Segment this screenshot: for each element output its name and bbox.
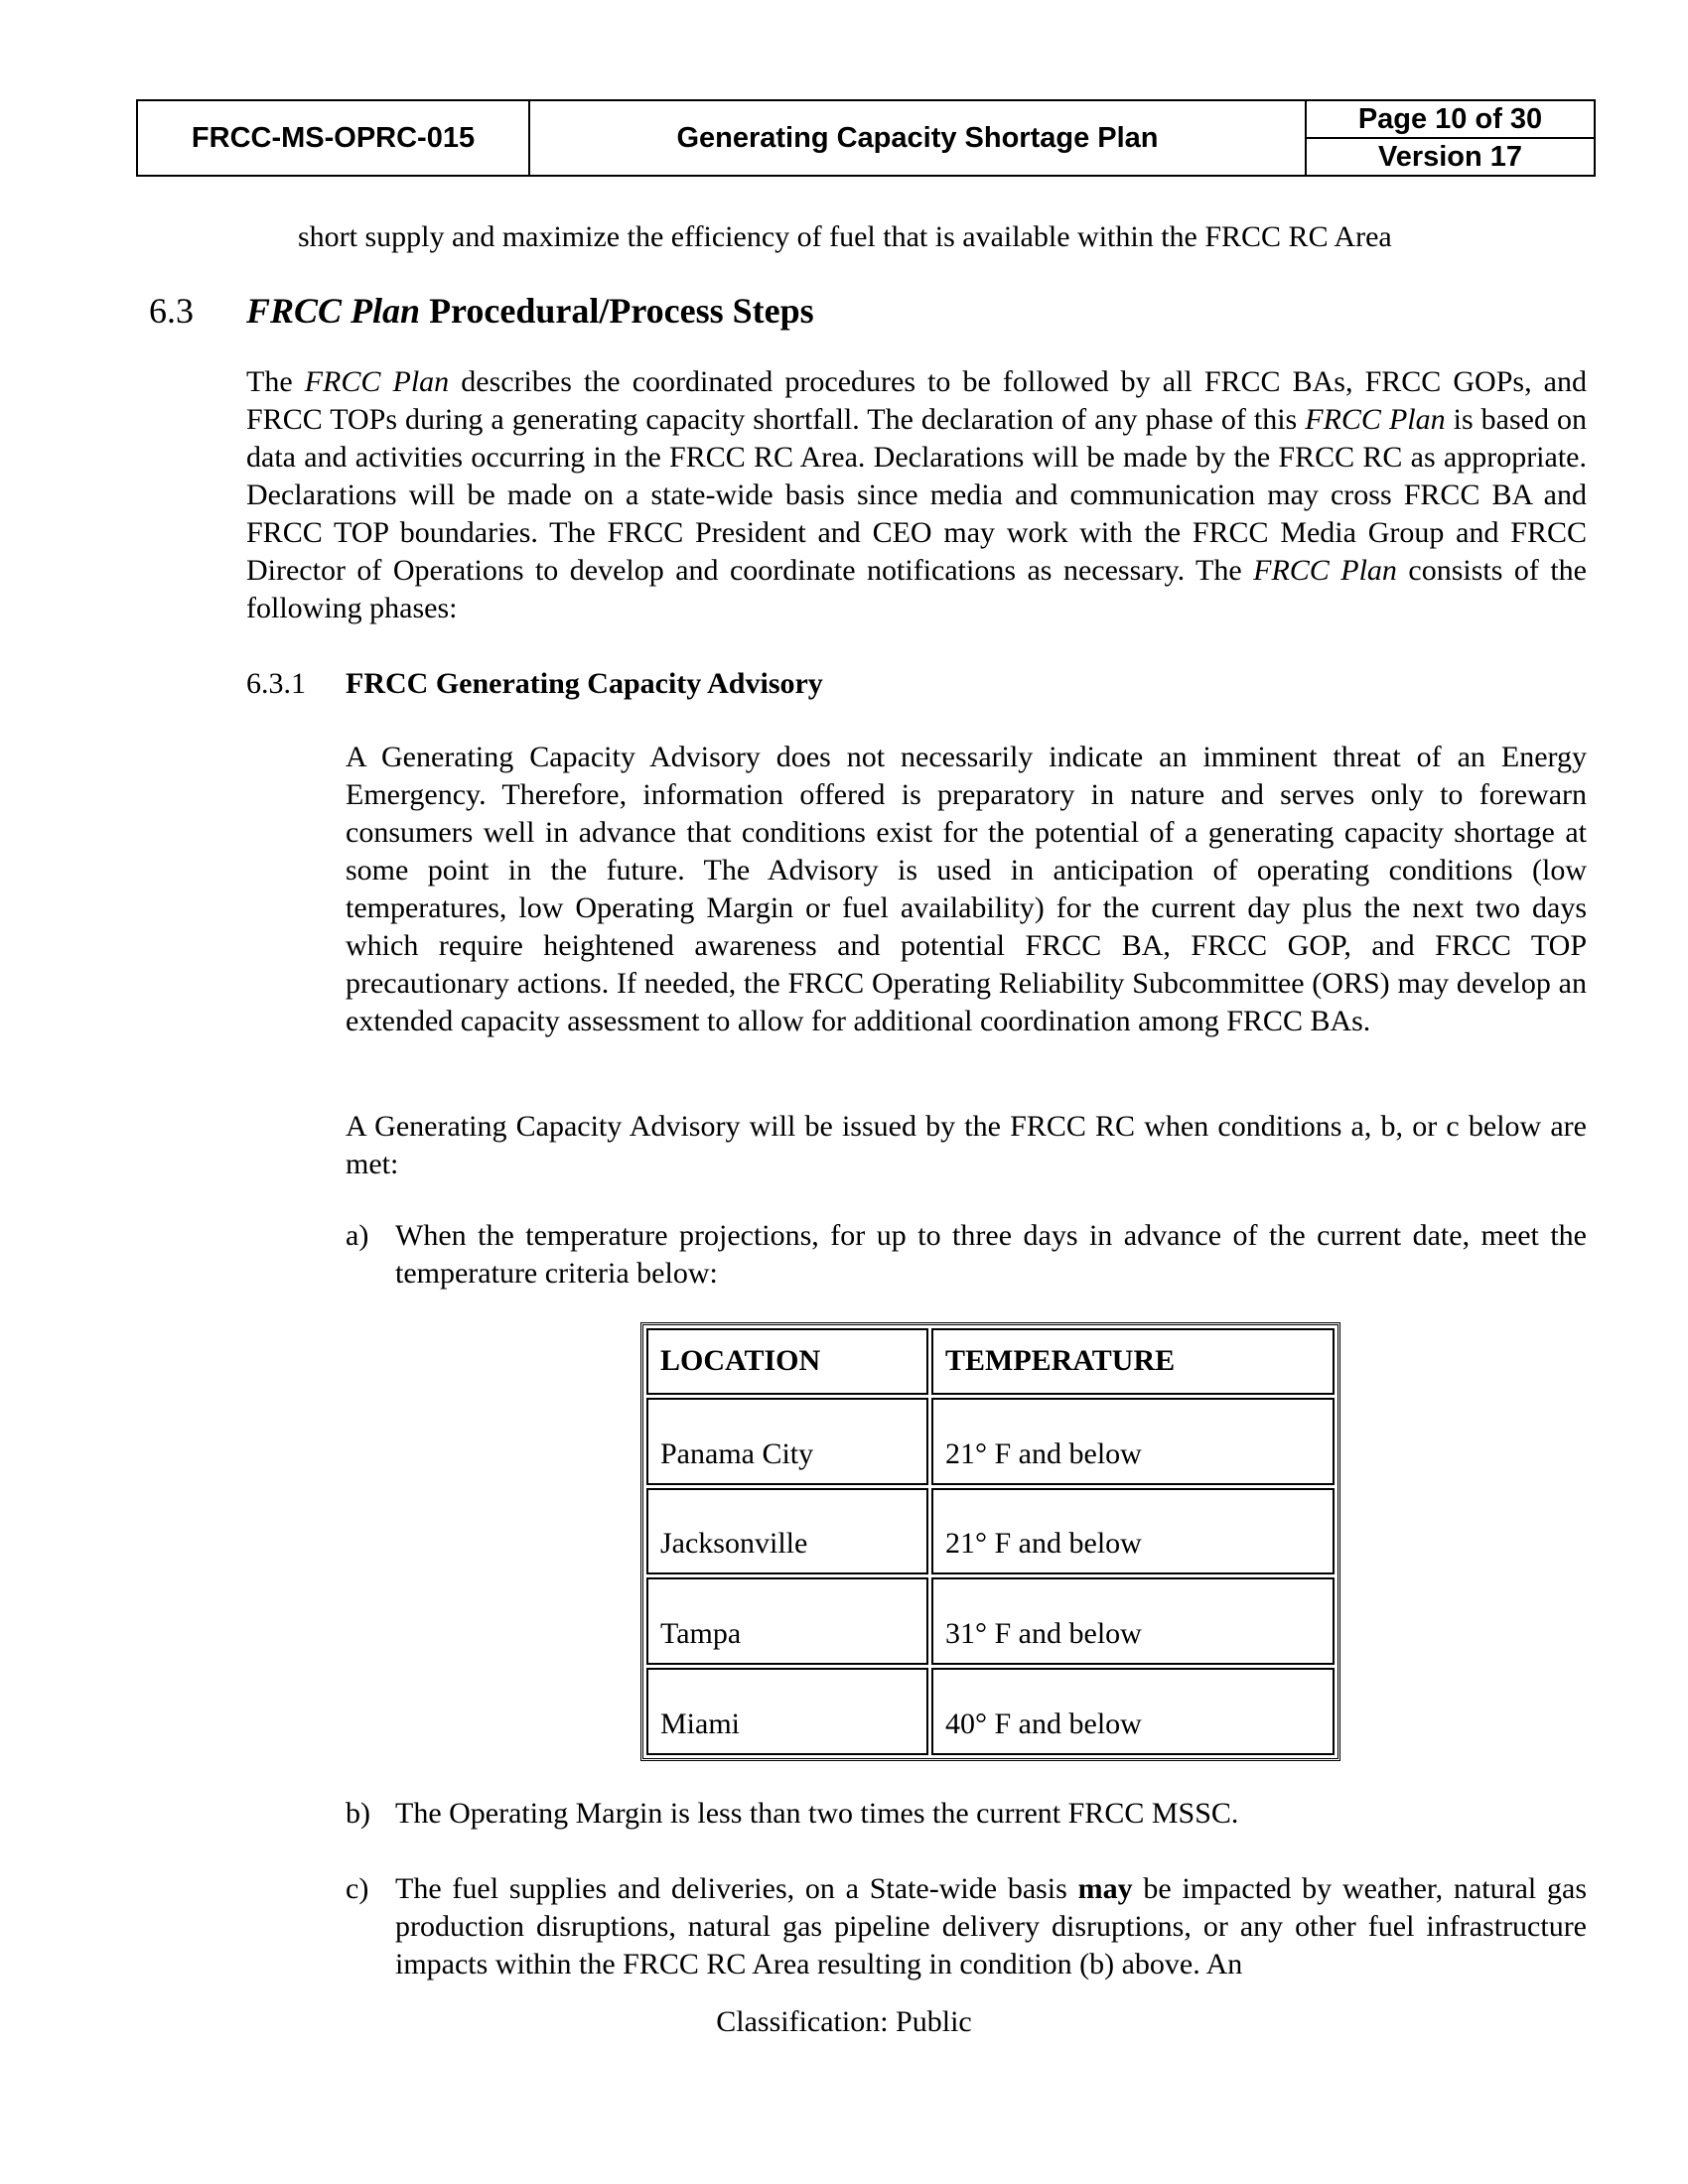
location-cell: Panama City — [646, 1398, 928, 1485]
classification-footer: Classification: Public — [716, 2005, 972, 2038]
list-marker: c) — [346, 1872, 369, 1905]
para-text: describes the coordinated procedures to be followed by all FRCC BAs, FRCC GOPs, and FRCC TOPs during a generating capacity shortfall. The declaration of any phase of this — [246, 365, 1587, 436]
location-cell: Miami — [646, 1668, 928, 1755]
subsection-number: 6.3.1 — [246, 667, 306, 700]
table-row — [646, 1668, 1335, 1755]
section-title-rest: Procedural/Process Steps — [420, 291, 814, 331]
para-text: consists of the following phases: — [246, 554, 1587, 624]
version-number: Version 17 — [1377, 140, 1523, 173]
condition-c-text — [395, 1870, 1587, 1983]
document-title: Generating Capacity Shortage Plan — [530, 101, 1307, 175]
continuation-text: short supply and maximize the efficiency of fuel that is available within the FRCC RC Area — [298, 220, 1392, 253]
table-header-row — [646, 1328, 1335, 1395]
subsection-title: FRCC Generating Capacity Advisory — [346, 667, 823, 700]
temperature-cell: 21° F and below — [931, 1398, 1335, 1485]
para-text: is based on data and activities occurring in the FRCC RC Area. Declarations will be made by the FRCC RC as appropriate. Declarations will be made on a state-wide basis since media and communication may cross FRCC BA and FRCC TOP boundaries. The FRCC President and CEO may work with the FRCC Media Group and FRCC Director of Operations to develop and coordinate notifications as necessary. The — [246, 403, 1587, 587]
list-marker: a) — [346, 1219, 369, 1252]
location-cell: Tampa — [646, 1577, 928, 1665]
section-paragraph — [246, 363, 1587, 627]
temperature-cell: 40° F and below — [931, 1668, 1335, 1755]
table-row — [646, 1398, 1335, 1485]
location-cell: Jacksonville — [646, 1488, 928, 1575]
table-row — [646, 1577, 1335, 1665]
condition-c-bold: may — [1077, 1872, 1133, 1905]
section-number: 6.3 — [149, 291, 194, 331]
section-title — [246, 288, 814, 334]
page-version-cell — [1307, 101, 1594, 175]
temperature-cell: 31° F and below — [931, 1577, 1335, 1665]
condition-c-pre: The fuel supplies and deliveries, on a State-wide basis — [395, 1872, 1078, 1905]
table-row — [646, 1488, 1335, 1575]
condition-b-text: The Operating Margin is less than two times the current FRCC MSSC. — [395, 1797, 1239, 1830]
para-text: The — [246, 365, 305, 398]
para-italic: FRCC Plan — [304, 365, 450, 398]
condition-c-post: be impacted by weather, natural gas production disruptions, natural gas pipeline delivery disruptions, or any other fuel infrastructure impacts within the FRCC RC Area resulting in condition (b) above. An — [395, 1872, 1587, 1980]
para-italic: FRCC Plan — [1253, 554, 1397, 587]
column-header-temperature: TEMPERATURE — [931, 1328, 1335, 1395]
section-title-italic: FRCC Plan — [246, 291, 421, 331]
temperature-cell: 21° F and below — [931, 1488, 1335, 1575]
column-header-location: LOCATION — [646, 1328, 928, 1395]
list-marker: b) — [346, 1797, 370, 1830]
advisory-conditions-paragraph: A Generating Capacity Advisory will be issued by the FRCC RC when conditions a, b, or c below are met: — [346, 1110, 1587, 1180]
document-id: FRCC-MS-OPRC-015 — [138, 101, 530, 175]
temperature-table — [640, 1322, 1340, 1761]
condition-a-text: When the temperature projections, for up to three days in advance of the current date, meet the temperature criteria below: — [395, 1219, 1587, 1290]
document-header — [136, 99, 1596, 177]
para-italic: FRCC Plan — [1305, 403, 1446, 436]
advisory-paragraph: A Generating Capacity Advisory does not necessarily indicate an imminent threat of an Energy Emergency. Therefore, information offered is preparatory in nature and serves only to forewarn consumers well in advance that conditions exist for the potential of a generating capacity shortage at some point in the future. The Advisory is used in anticipation of operating conditions (low temperatures, low Operating Margin or fuel availability) for the current day plus the next two days which require heightened awareness and potential FRCC BA, FRCC GOP, and FRCC TOP precautionary actions. If needed, the FRCC Operating Reliability Subcommittee (ORS) may develop an extended capacity assessment to allow for additional coordination among FRCC BAs. — [346, 741, 1587, 1037]
page-number: Page 10 of 30 — [1307, 101, 1594, 139]
